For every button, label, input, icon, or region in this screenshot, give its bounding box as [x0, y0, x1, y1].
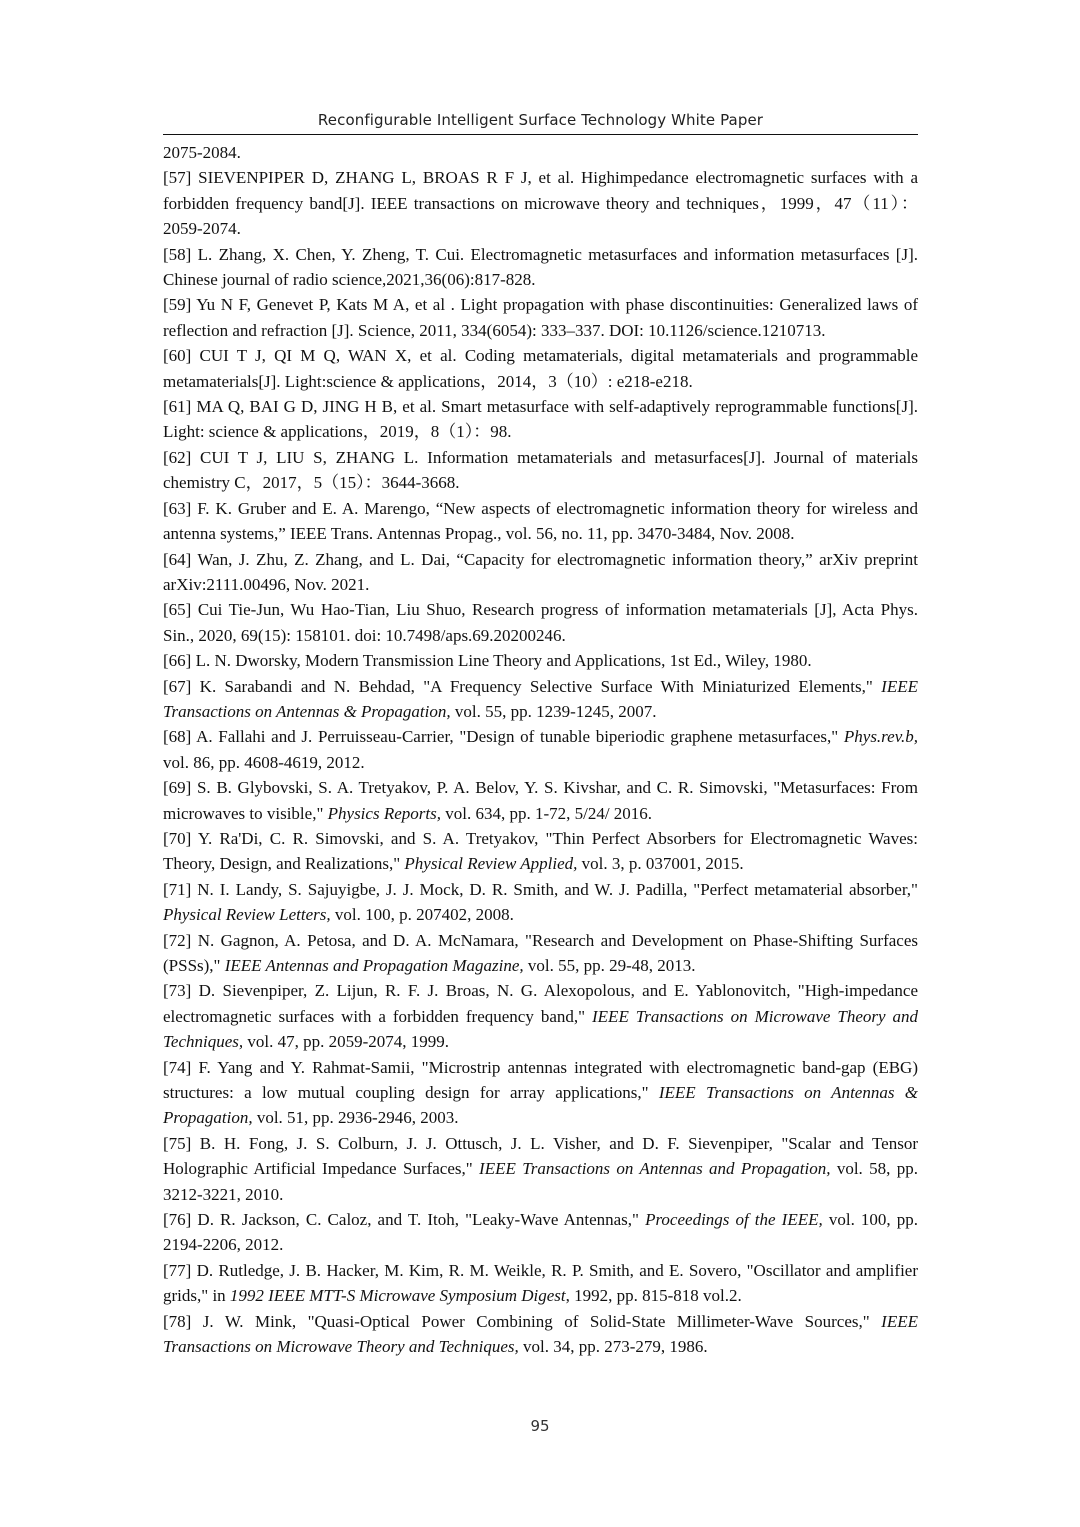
reference-text: [61] MA Q, BAI G D, JING H B, et al. Smart metasurface with self-adaptively reprogrammable functions[J]. Light: science & applications，2019，8（1）：98.	[163, 397, 918, 442]
reference-details: vol. 55, pp. 1239-1245, 2007.	[450, 701, 657, 721]
reference-journal: Physics Reports,	[327, 803, 441, 823]
reference-text: [70] Y. Ra'Di, C. R. Simovski, and S. A. Tretyakov, "Thin Perfect Absorbers for Electromagnetic Waves: Theory, Design, and Realizations,"	[163, 828, 918, 874]
reference-journal: Phys.rev.b,	[843, 727, 918, 747]
reference-text: [69] S. B. Glybovski, S. A. Tretyakov, P. A. Belov, Y. S. Kivshar, and C. R. Simovski, "Metasurfaces: From microwaves to visible,"	[163, 778, 918, 823]
reference-details: vol. 634, pp. 1-72, 5/24/ 2016.	[440, 803, 653, 823]
reference-details: vol. 55, pp. 29-48, 2013.	[523, 956, 696, 975]
reference-text: [73] D. Sievenpiper, Z. Lijun, R. F. J. Broas, N. G. Alexopolous, and E. Yablonovitch, "High-impedance electromagnetic surfaces with a forbidden frequency band,"	[163, 981, 918, 1026]
reference-item	[163, 242, 918, 293]
reference-list	[163, 140, 918, 1360]
reference-details: vol. 51, pp. 2936-2946, 2003.	[252, 1108, 459, 1128]
reference-item	[163, 877, 918, 928]
reference-item	[163, 674, 918, 725]
reference-text: [74] F. Yang and Y. Rahmat-Samii, "Microstrip antennas integrated with electromagnetic band-gap (EBG) structures: a low mutual coupling design for array applications,"	[163, 1057, 918, 1103]
reference-journal: Physical Review Applied,	[404, 854, 578, 874]
reference-item	[163, 343, 918, 394]
reference-journal: IEEE Transactions on Antennas and Propagation,	[479, 1159, 831, 1179]
reference-text: [60] CUI T J, QI M Q, WAN X, et al. Coding metamaterials, digital metamaterials and programmable metamaterials[J]. Light:science & applications，2014，3（10）: e218-e218.	[163, 346, 918, 391]
reference-text: [77] D. Rutledge, J. B. Hacker, M. Kim, R. M. Weikle, R. P. Smith, and E. Sovero, "Oscillator and amplifier grids," in	[163, 1260, 918, 1306]
reference-item	[163, 1207, 918, 1258]
reference-item	[163, 547, 918, 598]
reference-item	[163, 978, 918, 1054]
reference-item	[163, 445, 918, 496]
reference-item	[163, 292, 918, 343]
reference-item	[163, 496, 918, 547]
reference-details: vol. 58, pp. 3212-3221, 2010.	[163, 1159, 918, 1204]
reference-item	[163, 1258, 918, 1309]
reference-details: vol. 86, pp. 4608-4619, 2012.	[163, 752, 365, 772]
reference-text: [62] CUI T J, LIU S, ZHANG L. Information metamaterials and metasurfaces[J]. Journal of materials chemistry C，2017，5（15）：3644-3668.	[163, 447, 918, 493]
reference-journal: 1992 IEEE MTT-S Microwave Symposium Digest	[229, 1286, 566, 1306]
running-header: Reconfigurable Intelligent Surface Technology White Paper	[317, 111, 764, 129]
reference-details: vol. 100, p. 207402, 2008.	[330, 905, 514, 925]
reference-journal: Physical Review Letters,	[163, 905, 331, 925]
header-rule	[163, 134, 918, 135]
reference-item	[163, 928, 918, 979]
reference-text: [66] L. N. Dworsky, Modern Transmission Line Theory and Applications, 1st Ed., Wiley, 1980.	[163, 651, 812, 671]
reference-text: [64] Wan, J. Zhu, Z. Zhang, and L. Dai, “Capacity for electromagnetic information theory,” arXiv preprint arXiv:2111.00496, Nov. 2021.	[163, 549, 918, 594]
reference-text: [76] D. R. Jackson, C. Caloz, and T. Itoh, "Leaky-Wave Antennas,"	[163, 1210, 646, 1230]
reference-journal: Proceedings of the IEEE,	[645, 1210, 823, 1230]
reference-details: vol. 34, pp. 273-279, 1986.	[518, 1337, 708, 1357]
reference-item	[163, 140, 918, 165]
reference-text: [58] L. Zhang, X. Chen, Y. Zheng, T. Cui. Electromagnetic metasurfaces and information metasurfaces [J]. Chinese journal of radio science,2021,36(06):817-828.	[163, 244, 918, 290]
reference-text: [67] K. Sarabandi and N. Behdad, "A Frequency Selective Surface With Miniaturized Elements,"	[163, 676, 882, 696]
reference-journal: IEEE Antennas and Propagation Magazine,	[224, 956, 524, 975]
reference-item	[163, 648, 918, 673]
reference-item	[163, 826, 918, 877]
reference-journal: IEEE Transactions on Antennas & Propagation,	[163, 676, 918, 721]
reference-text: [71] N. I. Landy, S. Sajuyigbe, J. J. Mock, D. R. Smith, and W. J. Padilla, "Perfect metamaterial absorber,"	[163, 879, 918, 899]
reference-text: [65] Cui Tie-Jun, Wu Hao-Tian, Liu Shuo, Research progress of information metamaterials [J], Acta Phys. Sin., 2020, 69(15): 158101. doi: 10.7498/aps.69.20200246.	[163, 600, 918, 645]
reference-text: [78] J. W. Mink, "Quasi-Optical Power Combining of Solid-State Millimeter-Wave Sources,"	[163, 1311, 882, 1331]
reference-journal: IEEE Transactions on Microwave Theory and Techniques,	[163, 1006, 918, 1052]
reference-text: [63] F. K. Gruber and E. A. Marengo, “New aspects of electromagnetic information theory for wireless and antenna systems,” IEEE Trans. Antennas Propag., vol. 56, no. 11, pp. 3470-3484, Nov. 2008.	[163, 498, 918, 544]
reference-details: vol. 47, pp. 2059-2074, 1999.	[243, 1032, 450, 1052]
reference-details: vol. 3, p. 037001, 2015.	[577, 854, 744, 874]
reference-item	[163, 1131, 918, 1207]
page-number: 95	[530, 1417, 550, 1435]
reference-item	[163, 597, 918, 648]
reference-details: , 1992, pp. 815-818 vol.2.	[565, 1286, 742, 1306]
reference-journal: IEEE Transactions on Antennas & Propagation,	[163, 1083, 918, 1128]
reference-item	[163, 165, 918, 241]
reference-item	[163, 775, 918, 826]
reference-text: [59] Yu N F, Genevet P, Kats M A, et al . Light propagation with phase discontinuities: Generalized laws of reflection and refraction [J]. Science, 2011, 334(6054): 333–337. DOI: 10.1126/science.1210713.	[163, 295, 918, 340]
reference-text: [68] A. Fallahi and J. Perruisseau-Carrier, "Design of tunable biperiodic graphene metasurfaces,"	[163, 727, 844, 747]
reference-item	[163, 394, 918, 445]
reference-item	[163, 1309, 918, 1360]
reference-text: [72] N. Gagnon, A. Petosa, and D. A. McNamara, "Research and Development on Phase-Shifting Surfaces (PSSs),"	[163, 930, 918, 975]
reference-journal: IEEE Transactions on Microwave Theory and Techniques,	[163, 1311, 918, 1357]
reference-text: [75] B. H. Fong, J. S. Colburn, J. J. Ottusch, J. L. Visher, and D. F. Sievenpiper, "Scalar and Tensor Holographic Artificial Impedance Surfaces,"	[163, 1133, 918, 1179]
reference-text: 2075-2084.	[163, 143, 241, 162]
reference-item	[163, 724, 918, 775]
reference-text: [57] SIEVENPIPER D, ZHANG L, BROAS R F J, et al. Highimpedance electromagnetic surfaces with a forbidden frequency band[J]. IEEE transactions on microwave theory and techniques，1999，47（11）：2059-2074.	[163, 168, 918, 239]
reference-details: vol. 100, pp. 2194-2206, 2012.	[163, 1210, 918, 1255]
reference-item	[163, 1055, 918, 1131]
